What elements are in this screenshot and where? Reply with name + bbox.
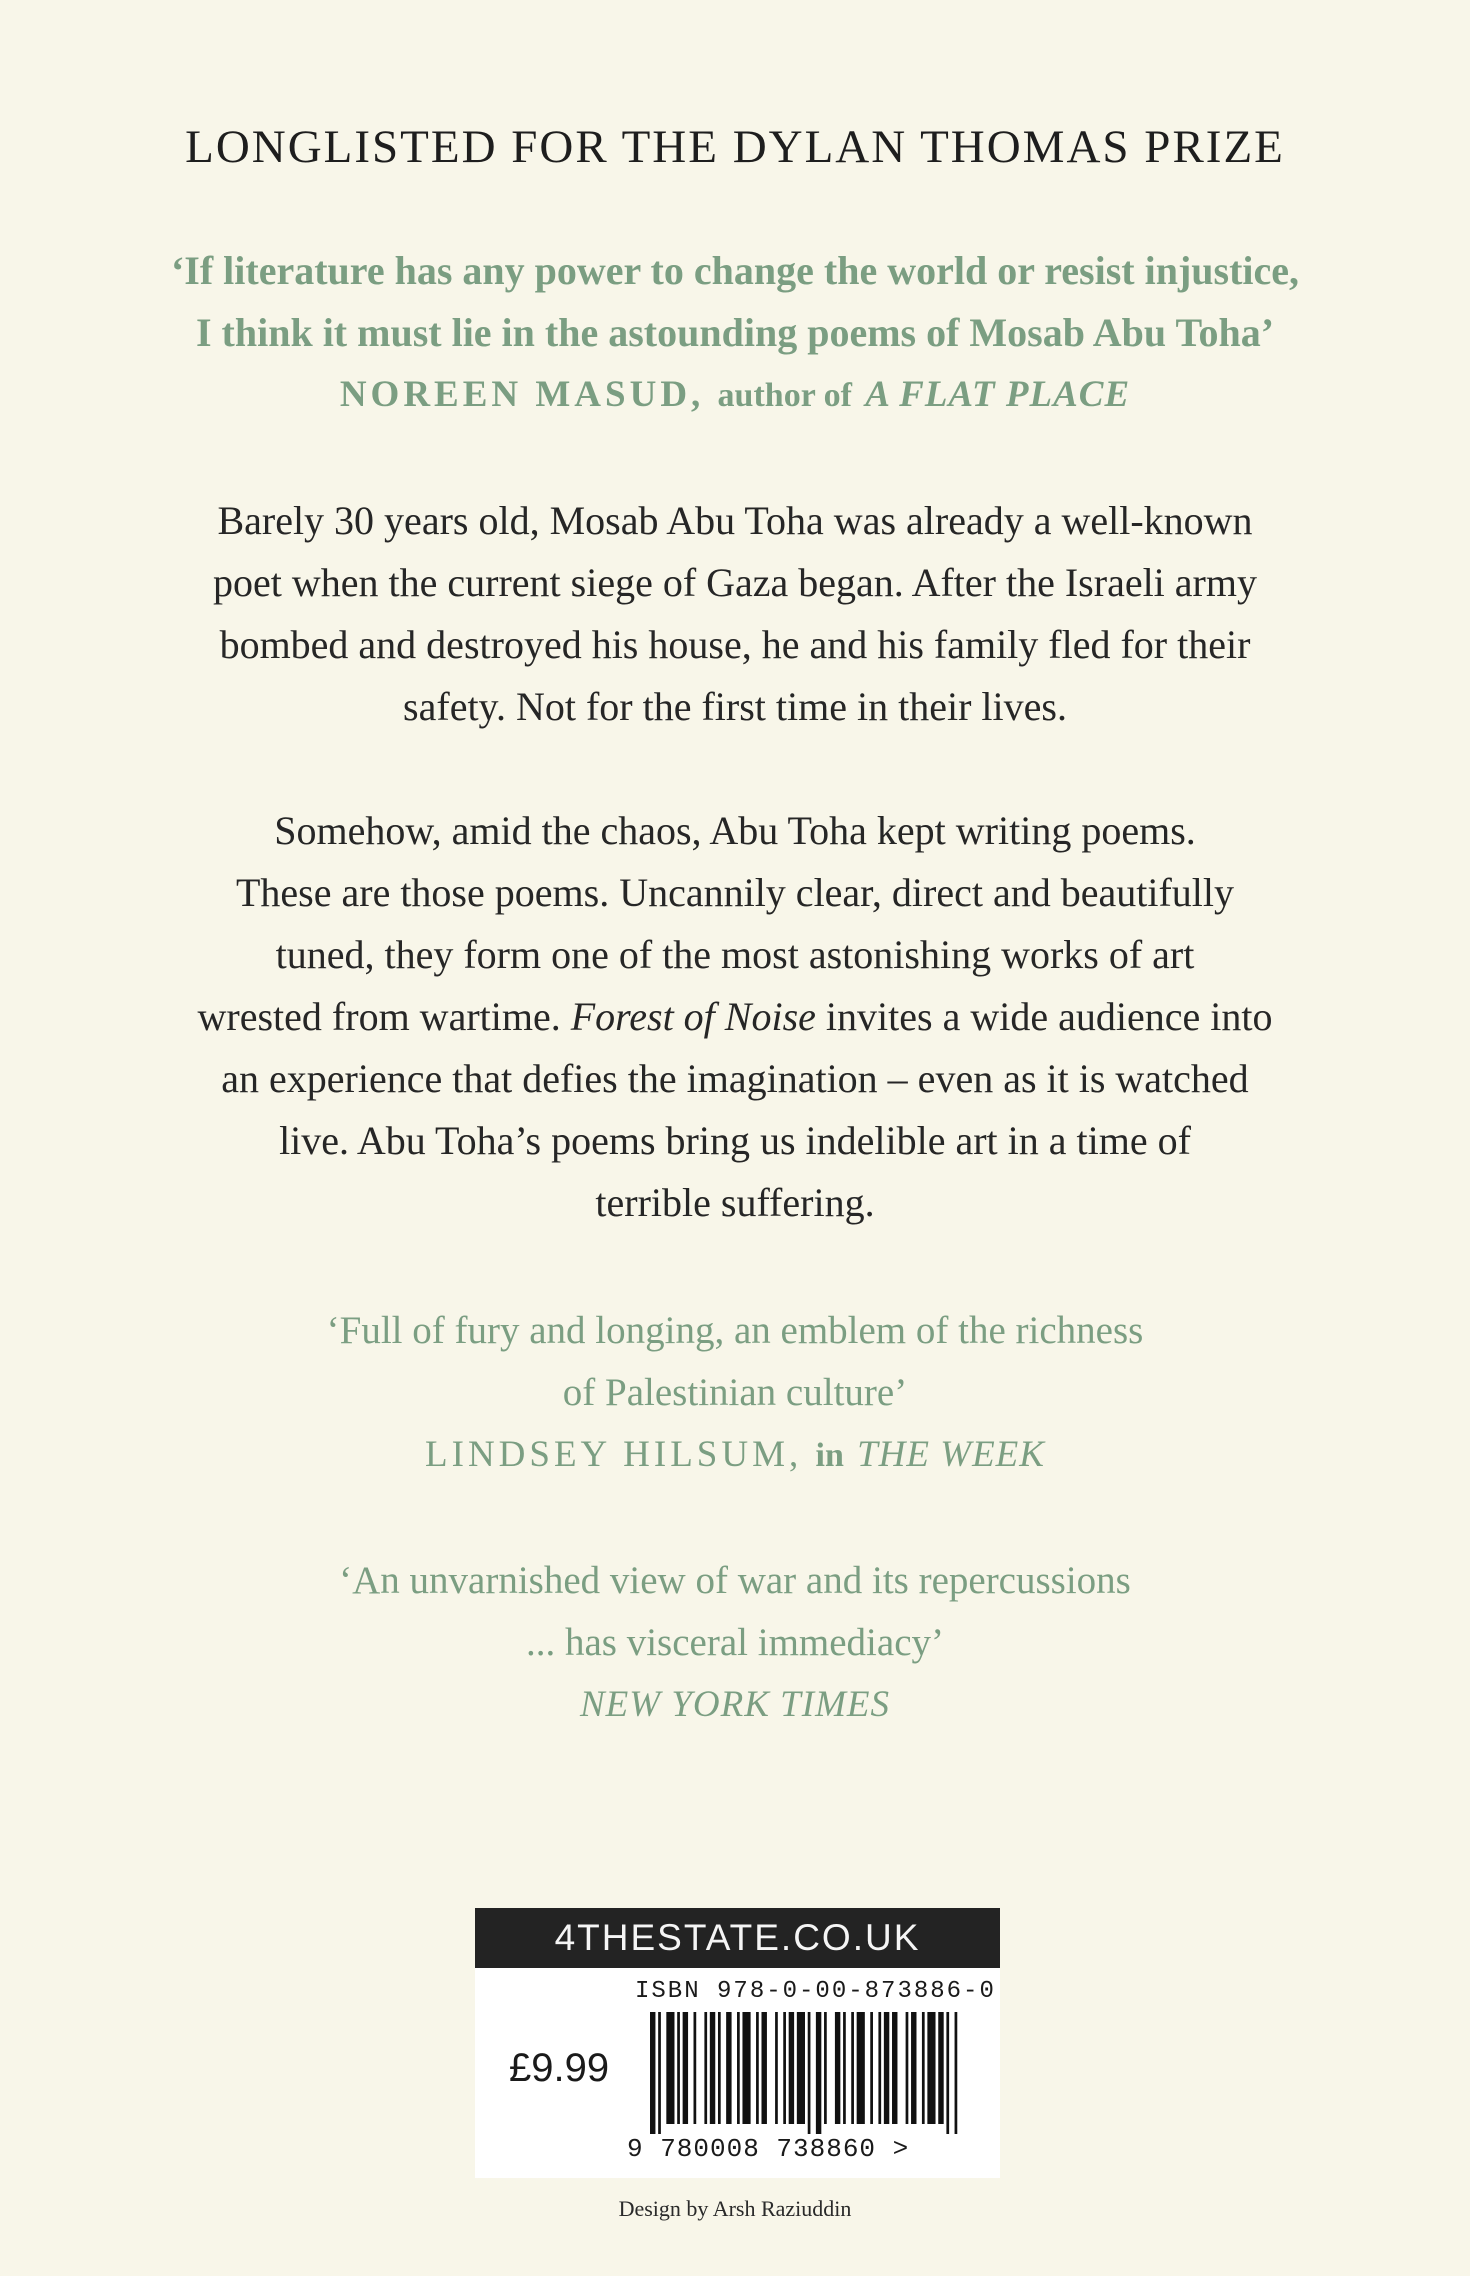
barcode-stripe	[775, 2012, 778, 2124]
quote-attribution	[0, 364, 1470, 427]
barcode-graphic	[650, 2012, 960, 2134]
barcode-stripe	[911, 2012, 916, 2124]
blurb-line: an experience that defies the imagination – even as it is watched	[221, 1056, 1249, 1101]
barcode-stripe	[816, 2012, 821, 2134]
blurb-line: terrible suffering.	[595, 1180, 875, 1225]
attribution-role: author of	[717, 377, 852, 414]
barcode-stripe	[851, 2012, 854, 2124]
barcode-stripe	[726, 2012, 731, 2124]
blurb-line: live. Abu Toha’s poems bring us indelible art in a time of	[279, 1118, 1191, 1163]
barcode-stripe	[946, 2012, 949, 2134]
attribution-work: A FLAT PLACE	[865, 374, 1131, 415]
book-title: Forest of Noise	[570, 994, 816, 1039]
barcode-panel	[475, 1968, 1000, 2178]
barcode-stripe	[718, 2012, 721, 2124]
barcode-stripe	[808, 2012, 811, 2134]
quote-line: ‘Full of fury and longing, an emblem of the richness	[326, 1309, 1144, 1352]
attribution-connector: in	[815, 1437, 844, 1474]
barcode-stripe	[927, 2012, 935, 2124]
barcode-stripe	[783, 2012, 786, 2124]
barcode-stripe	[884, 2012, 889, 2124]
isbn-number: ISBN 978-0-00-873886-0	[635, 1978, 996, 2005]
blurb-line: tuned, they form one of the most astonishing works of art	[275, 932, 1195, 977]
blurb-line: bombed and destroyed his house, he and his family fled for their	[219, 622, 1251, 667]
barcode-stripe	[650, 2012, 655, 2134]
barcode-stripe	[906, 2012, 909, 2124]
blurb-line: Barely 30 years old, Mosab Abu Toha was already a well-known	[217, 498, 1253, 543]
blurb-line: safety. Not for the first time in their lives.	[403, 684, 1067, 729]
barcode-stripe	[922, 2012, 925, 2124]
blurb-text: wrested from wartime.	[197, 994, 561, 1039]
attribution-name: LINDSEY HILSUM,	[425, 1434, 803, 1475]
barcode-stripe	[892, 2012, 897, 2124]
barcode-stripe	[710, 2012, 715, 2124]
quote-attribution	[0, 1674, 1470, 1736]
prize-headline: LONGLISTED FOR THE DYLAN THOMAS PRIZE	[185, 121, 1285, 173]
review-quote-masud	[0, 240, 1470, 427]
barcode-stripe	[938, 2012, 943, 2124]
review-quote-nyt	[0, 1550, 1470, 1736]
barcode-stripe	[955, 2012, 958, 2134]
quote-line: of Palestinian culture’	[562, 1371, 908, 1414]
barcode-stripe	[878, 2012, 881, 2124]
attribution-source: NEW YORK TIMES	[580, 1684, 890, 1725]
quote-line: ‘If literature has any power to change the world or resist injustice,	[170, 248, 1300, 293]
blurb-line	[0, 986, 1470, 1048]
attribution-source: THE WEEK	[857, 1434, 1045, 1475]
attribution-name: NOREEN MASUD,	[339, 374, 705, 415]
barcode-stripe	[857, 2012, 865, 2124]
barcode-stripe	[843, 2012, 846, 2124]
review-quote-hilsum	[0, 1300, 1470, 1487]
barcode-stripe	[835, 2012, 840, 2124]
barcode-stripe	[761, 2012, 766, 2124]
barcode-stripe	[737, 2012, 740, 2124]
quote-line: ‘An unvarnished view of war and its repercussions	[339, 1559, 1131, 1602]
blurb-line: These are those poems. Uncannily clear, direct and beautifully	[235, 870, 1234, 915]
barcode-stripe	[824, 2012, 827, 2124]
barcode-stripe	[666, 2012, 674, 2124]
barcode-stripe	[742, 2012, 750, 2124]
blurb-paragraph-2	[0, 800, 1470, 1234]
price-label: £9.99	[509, 2046, 610, 2090]
barcode-stripe	[870, 2012, 873, 2124]
barcode-stripe	[789, 2012, 794, 2124]
blurb-line: poet when the current siege of Gaza began. After the Israeli army	[213, 560, 1257, 605]
barcode-digits: 9 780008 738860 >	[627, 2134, 910, 2164]
barcode-stripe	[658, 2012, 661, 2134]
barcode-stripe	[704, 2012, 707, 2124]
publisher-website: 4THESTATE.CO.UK	[475, 1908, 1000, 1968]
quote-line: ... has visceral immediacy’	[525, 1621, 944, 1664]
blurb-text: invites a wide audience into	[825, 994, 1273, 1039]
barcode-stripe	[683, 2012, 688, 2124]
design-credit: Design by Arsh Raziuddin	[618, 2196, 852, 2221]
barcode-stripe	[677, 2012, 680, 2124]
quote-line: I think it must lie in the astounding poems of Mosab Abu Toha’	[195, 310, 1275, 355]
blurb-line: Somehow, amid the chaos, Abu Toha kept writing poems.	[274, 808, 1196, 853]
quote-attribution	[0, 1424, 1470, 1487]
barcode-stripe	[756, 2012, 759, 2124]
barcode-stripe	[797, 2012, 805, 2124]
barcode-stripe	[694, 2012, 697, 2124]
blurb-paragraph-1	[0, 490, 1470, 738]
